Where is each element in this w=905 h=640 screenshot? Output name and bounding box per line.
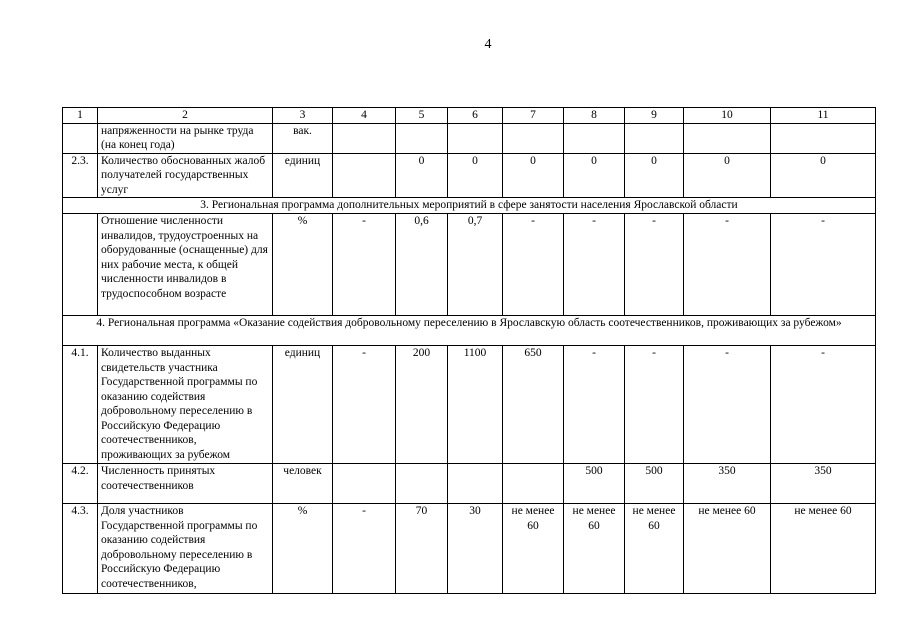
unit: единиц <box>273 153 333 198</box>
col-5-value <box>396 123 448 153</box>
section-header-row <box>63 316 876 346</box>
column-header: 6 <box>448 108 503 124</box>
col-5-value: 0 <box>396 153 448 198</box>
col-8-value: 500 <box>564 464 625 504</box>
row-number: 4.1. <box>63 346 98 464</box>
col-6-value <box>448 123 503 153</box>
col-6-value: 30 <box>448 504 503 594</box>
col-11-value: не менее 60 <box>771 504 876 594</box>
page-number: 4 <box>484 37 492 52</box>
table-row <box>63 464 876 504</box>
section-title: 3. Региональная программа дополнительных мероприятий в сфере занятости населения Ярославской области <box>63 198 876 214</box>
col-6-value: 0,7 <box>448 214 503 316</box>
unit: человек <box>273 464 333 504</box>
indicators-table <box>62 107 876 594</box>
col-9-value: - <box>625 214 684 316</box>
col-6-value: 0 <box>448 153 503 198</box>
col-11-value <box>771 123 876 153</box>
col-7-value: 650 <box>503 346 564 464</box>
unit: % <box>273 214 333 316</box>
col-11-value: - <box>771 214 876 316</box>
col-8-value: - <box>564 346 625 464</box>
col-4-value: - <box>333 504 396 594</box>
col-5-value: 70 <box>396 504 448 594</box>
column-header: 7 <box>503 108 564 124</box>
column-header: 5 <box>396 108 448 124</box>
indicator-name: Количество выданных свидетельств участника Государственной программы по оказанию содействия добровольному переселению в Российскую Федерацию соотечественников, проживающих за рубежом <box>98 346 273 464</box>
table-row <box>63 153 876 198</box>
col-4-value: - <box>333 346 396 464</box>
col-10-value <box>684 123 771 153</box>
col-11-value: - <box>771 346 876 464</box>
column-header: 11 <box>771 108 876 124</box>
col-7-value: 0 <box>503 153 564 198</box>
table-row <box>63 346 876 464</box>
col-6-value <box>448 464 503 504</box>
col-11-value: 350 <box>771 464 876 504</box>
indicator-name: Численность принятых соотечественников <box>98 464 273 504</box>
table-row <box>63 504 876 594</box>
col-7-value: не менее 60 <box>503 504 564 594</box>
section-title: 4. Региональная программа «Оказание содействия добровольному переселению в Ярославскую область соотечественников, проживающих за рубежом» <box>63 316 876 346</box>
col-7-value: - <box>503 214 564 316</box>
unit: вак. <box>273 123 333 153</box>
column-header: 3 <box>273 108 333 124</box>
col-10-value: - <box>684 346 771 464</box>
col-5-value: 0,6 <box>396 214 448 316</box>
col-10-value: 350 <box>684 464 771 504</box>
col-5-value: 200 <box>396 346 448 464</box>
unit: единиц <box>273 346 333 464</box>
col-7-value <box>503 123 564 153</box>
col-9-value: 0 <box>625 153 684 198</box>
table-row <box>63 214 876 316</box>
column-header: 8 <box>564 108 625 124</box>
col-8-value: не менее 60 <box>564 504 625 594</box>
col-9-value <box>625 123 684 153</box>
table-row <box>63 123 876 153</box>
section-header-row <box>63 198 876 214</box>
column-header: 2 <box>98 108 273 124</box>
col-10-value: - <box>684 214 771 316</box>
col-7-value <box>503 464 564 504</box>
unit: % <box>273 504 333 594</box>
column-header: 9 <box>625 108 684 124</box>
col-9-value: - <box>625 346 684 464</box>
row-number: 4.3. <box>63 504 98 594</box>
col-8-value: 0 <box>564 153 625 198</box>
col-6-value: 1100 <box>448 346 503 464</box>
col-8-value: - <box>564 214 625 316</box>
col-11-value: 0 <box>771 153 876 198</box>
row-number <box>63 123 98 153</box>
row-number: 4.2. <box>63 464 98 504</box>
indicator-name: Отношение численности инвалидов, трудоустроенных на оборудованные (оснащенные) для них рабочие места, к общей численности инвалидов в трудоспособном возрасте <box>98 214 273 316</box>
header-row <box>63 108 876 124</box>
indicator-name: Количество обоснованных жалоб получателей государственных услуг <box>98 153 273 198</box>
col-8-value <box>564 123 625 153</box>
col-5-value <box>396 464 448 504</box>
column-header: 10 <box>684 108 771 124</box>
col-4-value <box>333 464 396 504</box>
col-9-value: 500 <box>625 464 684 504</box>
col-9-value: не менее 60 <box>625 504 684 594</box>
row-number: 2.3. <box>63 153 98 198</box>
indicator-name: Доля участников Государственной программы по оказанию содействия добровольному переселению в Российскую Федерацию соотечественников, <box>98 504 273 594</box>
row-number <box>63 214 98 316</box>
column-header: 1 <box>63 108 98 124</box>
col-10-value: не менее 60 <box>684 504 771 594</box>
indicator-name: напряженности на рынке труда (на конец года) <box>98 123 273 153</box>
col-4-value <box>333 123 396 153</box>
col-10-value: 0 <box>684 153 771 198</box>
col-4-value <box>333 153 396 198</box>
col-4-value: - <box>333 214 396 316</box>
column-header: 4 <box>333 108 396 124</box>
